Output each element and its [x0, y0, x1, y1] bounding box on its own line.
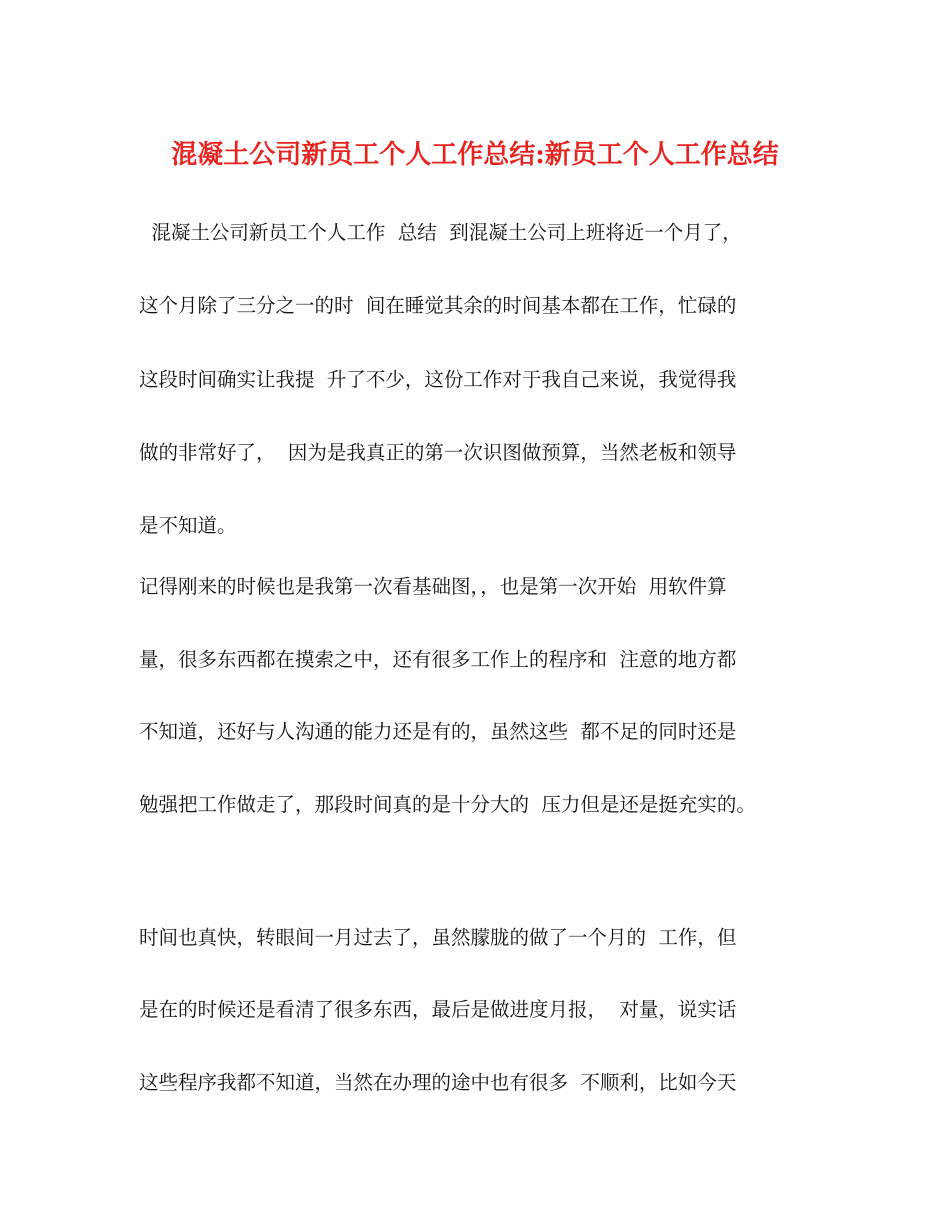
paragraph-line: 这些程序我都不知道，当然在办理的途中也有很多 不顺利，比如今天	[139, 1071, 737, 1094]
paragraph-line: 不知道，还好与人沟通的能力还是有的，虽然这些 都不足的同时还是	[139, 720, 737, 743]
paragraph-line: 这段时间确实让我提 升了不少，这份工作对于我自己来说，我觉得我	[139, 368, 737, 391]
paragraph-line: 是不知道。	[139, 514, 237, 537]
paragraph-line: 混凝土公司新员工个人工作 总结 到混凝土公司上班将近一个月了，	[139, 221, 742, 244]
paragraph-line: 记得刚来的时候也是我第一次看基础图，，也是第一次开始 用软件算	[139, 575, 727, 598]
paragraph-line: 时间也真快，转眼间一月过去了，虽然朦胧的做了一个月的 工作，但	[139, 926, 737, 949]
paragraph-line: 做的非常好了， 因为是我真正的第一次识图做预算，当然老板和领导	[139, 441, 737, 464]
document-title: 混凝土公司新员工个人工作总结:新员工个人工作总结	[171, 140, 779, 170]
paragraph-line: 这个月除了三分之一的时 间在睡觉其余的时间基本都在工作，忙碌的	[139, 294, 737, 317]
paragraph-line: 是在的时候还是看清了很多东西，最后是做进度月报， 对量，说实话	[139, 998, 737, 1021]
paragraph-line: 量，很多东西都在摸索之中，还有很多工作上的程序和 注意的地方都	[139, 648, 737, 671]
paragraph-line: 勉强把工作做走了，那段时间真的是十分大的 压力但是还是挺充实的。	[139, 793, 756, 816]
